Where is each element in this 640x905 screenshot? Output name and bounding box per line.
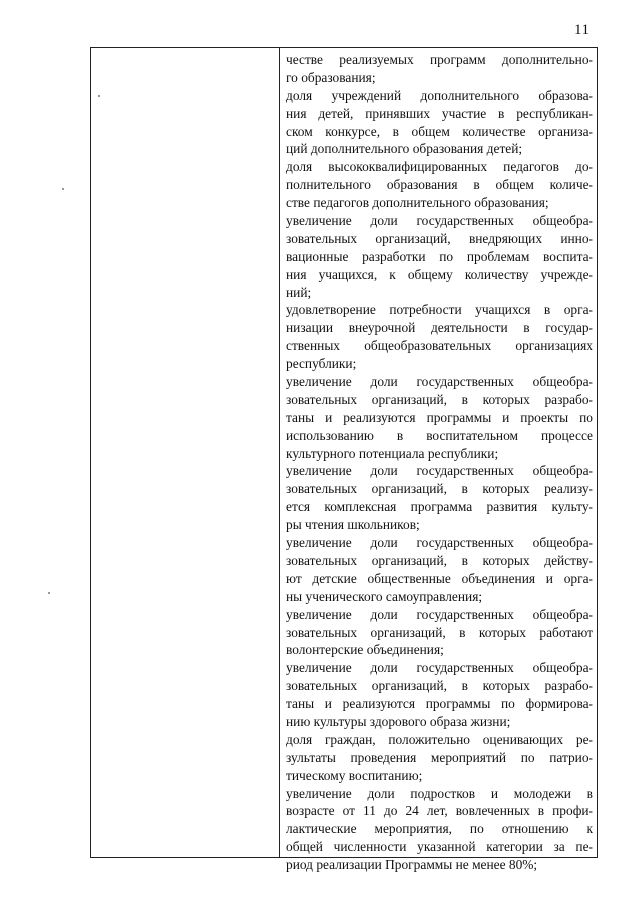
text-line: ском конкурсе, в общем количестве организа- (286, 123, 593, 139)
text-line: стве педагогов дополнительного образования; (286, 195, 549, 211)
text-line: увеличение доли государственных общеобра- (286, 606, 593, 622)
text-line: зовательных организаций, в которых разрабо- (286, 678, 593, 694)
text-line: республики; (286, 356, 357, 372)
page-number: 11 (574, 22, 590, 38)
text-line: доля граждан, положительно оценивающих ре- (286, 731, 593, 747)
text-line: увеличение доли государственных общеобра- (286, 660, 593, 676)
text-line: увеличение доли государственных общеобра- (286, 213, 593, 229)
text-line: увеличение доли государственных общеобра- (286, 374, 593, 390)
text-line: ется комплексная программа развития культу- (286, 499, 593, 515)
text-line: общей численности указанной категории за пе- (286, 839, 593, 855)
text-line: увеличение доли государственных общеобра- (286, 463, 593, 479)
text-line: увеличение доли государственных общеобра- (286, 535, 593, 551)
text-line: таны и реализуются программы по формирова- (286, 696, 593, 712)
scan-speck (62, 188, 64, 190)
text-line: ций дополнительного образования детей; (286, 141, 523, 157)
text-line: нию культуры здорового образа жизни; (286, 713, 511, 729)
text-line: ют детские общественные объединения и орга- (286, 570, 593, 586)
scan-speck (98, 95, 100, 97)
program-indicators-table (90, 47, 598, 873)
text-line: доля учреждений дополнительного образова- (286, 87, 593, 103)
text-line: лактические мероприятия, по отношению к (286, 821, 593, 837)
text-line: удовлетворение потребности учащихся в орга- (286, 302, 593, 318)
text-line: полнительного образования в общем количе- (286, 177, 593, 193)
text-line: ний; (286, 284, 312, 300)
text-line: честве реализуемых программ дополнительно- (286, 52, 593, 67)
text-line: го образования; (286, 69, 376, 85)
text-line: ственных общеобразовательных организациях (286, 338, 593, 354)
text-line: использованию в воспитательном процессе (286, 427, 593, 443)
text-line: зовательных организаций, в которых действу- (286, 552, 593, 568)
text-line: увеличение доли подростков и молодежи в (286, 785, 593, 801)
text-line: ры чтения школьников; (286, 517, 420, 533)
text-line: доля высококвалифицированных педагогов до- (286, 159, 593, 175)
text-line: низации внеурочной деятельности в государ- (286, 320, 593, 336)
text-line: зовательных организаций, в которых разрабо- (286, 391, 593, 407)
text-line: тическому воспитанию; (286, 767, 423, 783)
text-line: вационные разработки по проблемам воспита- (286, 248, 593, 264)
text-line: зовательных организаций, в которых работают (286, 624, 593, 640)
text-line: таны и реализуются программы и проекты по (286, 409, 593, 425)
text-line: зультаты проведения мероприятий по патрио- (286, 749, 593, 765)
text-line: возрасте от 11 до 24 лет, вовлеченных в профи- (286, 803, 593, 819)
text-line: ния детей, принявших участие в республикан- (286, 105, 593, 121)
table-right-column (280, 48, 597, 873)
text-line: зовательных организаций, внедряющих инно- (286, 230, 593, 246)
scan-speck (48, 592, 50, 594)
text-line: культурного потенциала республики; (286, 445, 499, 461)
text-line: риод реализации Программы не менее 80%; (286, 857, 538, 873)
text-line: ны ученического самоуправления; (286, 588, 483, 604)
text-line: волонтерские объединения; (286, 642, 444, 658)
text-line: зовательных организаций, в которых реализу- (286, 481, 593, 497)
text-line: ния учащихся, к общему количеству учрежде- (286, 266, 593, 282)
table-left-column (91, 48, 280, 857)
